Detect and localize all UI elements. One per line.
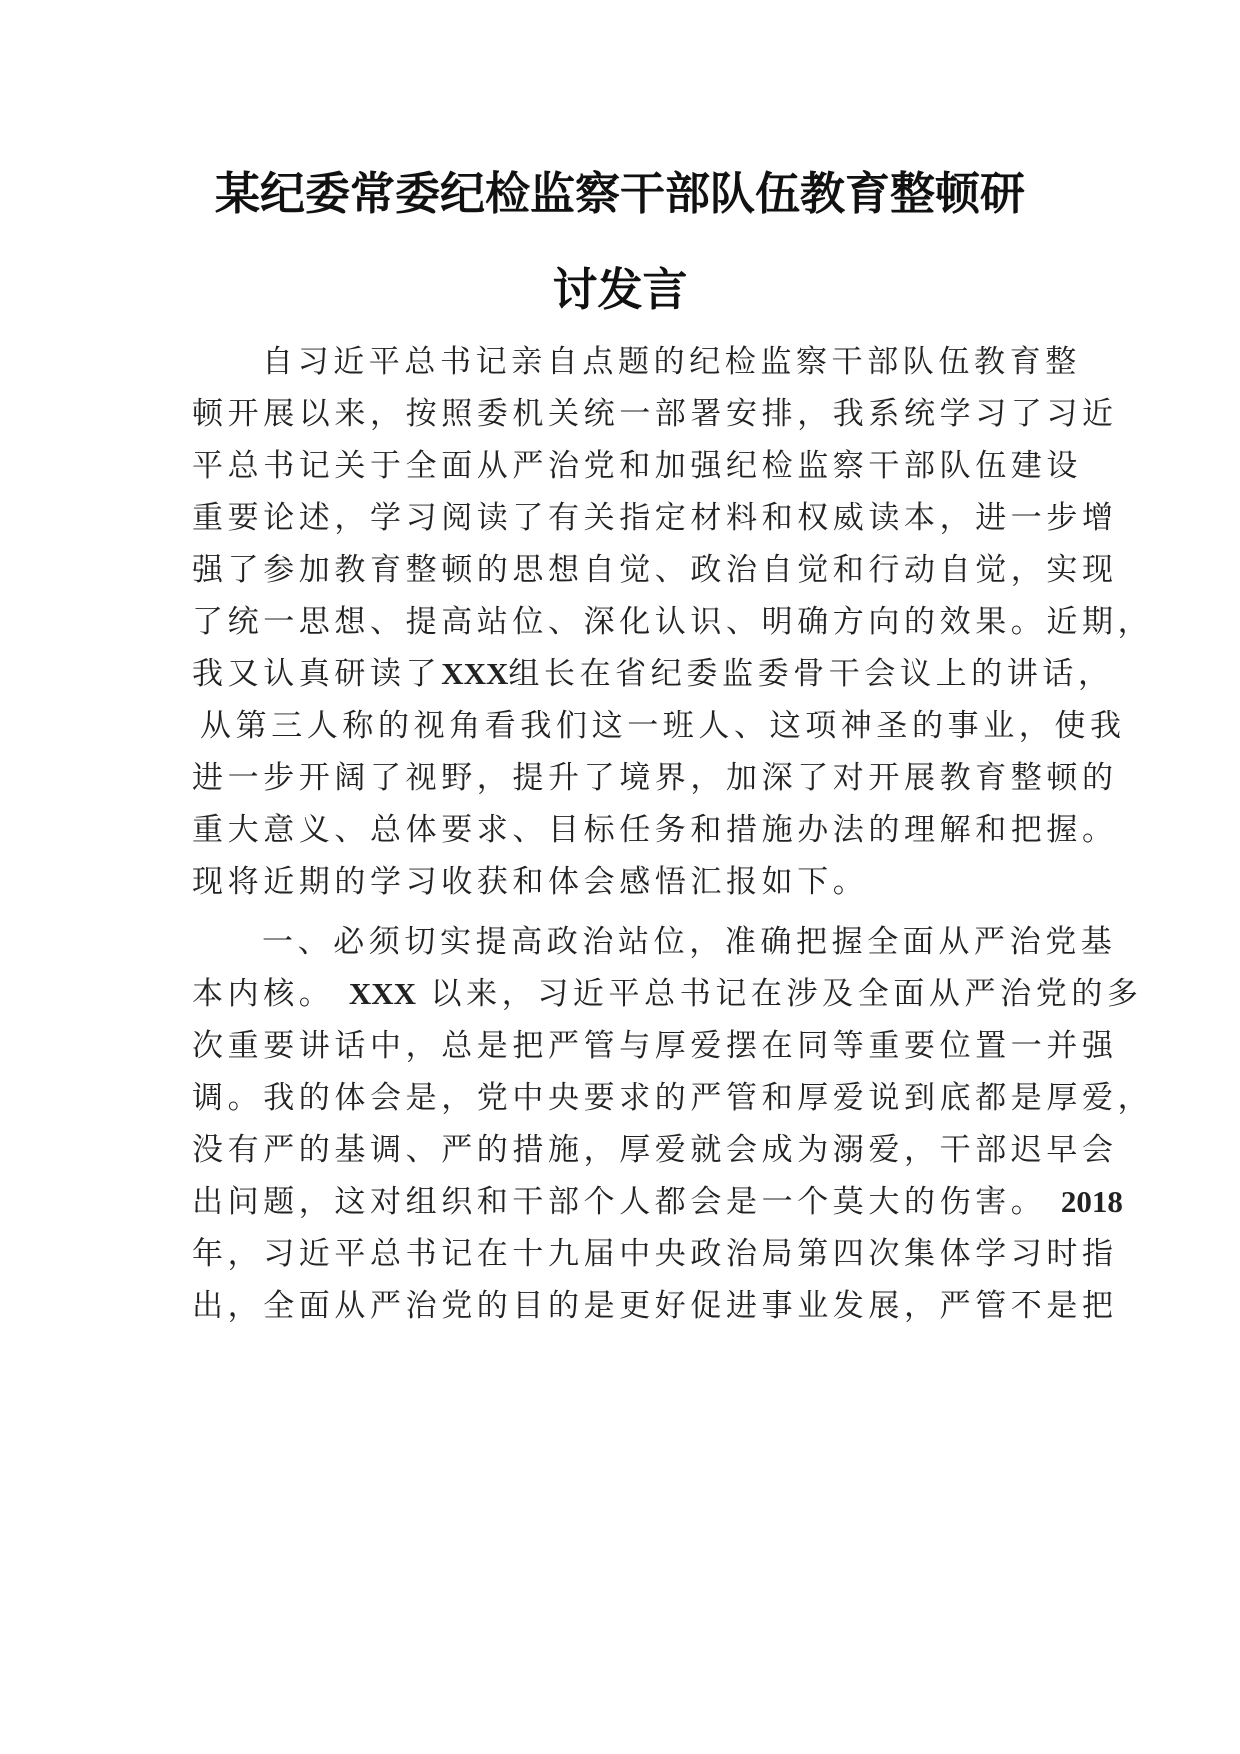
paragraph-1-line-11: 现将近期的学习收获和体会感悟汇报如下。: [192, 864, 869, 900]
bold-placeholder-name: XXX: [441, 656, 509, 691]
paragraph-2-line-5: 没有严的基调、严的措施，厚爱就会成为溺爱，干部迟早会: [192, 1132, 1118, 1168]
paragraph-1-line-7: [192, 652, 1114, 696]
paragraph-2-line-4: 调。我的体会是，党中央要求的严管和厚爱说到底都是厚爱，: [192, 1080, 1154, 1116]
text-segment: 本内核。: [192, 976, 335, 1012]
paragraph-2-line-3: 次重要讲话中，总是把严管与厚爱摆在同等重要位置一并强: [192, 1028, 1118, 1064]
text-segment: 组长在省纪委监委骨干会议上的讲话，: [508, 656, 1114, 692]
bold-year: 2018: [1060, 1184, 1123, 1219]
paragraph-1-line-3: 平总书记关于全面从严治党和加强纪检监察干部队伍建设: [192, 448, 1082, 484]
text-segment: 以来，习近平总书记在涉及全面从严治党的多: [430, 976, 1143, 1012]
paragraph-2-line-8: 出，全面从严治党的目的是更好促进事业发展，严管不是把: [192, 1288, 1118, 1324]
paragraph-2-line-6: [192, 1180, 1123, 1224]
paragraph-1-line-6: 了统一思想、提高站位、深化认识、明确方向的效果。近期，: [192, 604, 1154, 640]
paragraph-1-line-4: 重要论述，学习阅读了有关指定材料和权威读本，进一步增: [192, 500, 1118, 536]
paragraph-2-line-2: [192, 972, 1143, 1016]
document-title-line-1: 某纪委常委纪检监察干部队伍教育整顿研: [214, 167, 1025, 220]
paragraph-1-line-1: 自习近平总书记亲自点题的纪检监察干部队伍教育整: [262, 344, 1081, 380]
paragraph-1-line-9: 进一步开阔了视野，提升了境界，加深了对开展教育整顿的: [192, 760, 1118, 796]
paragraph-2-line-7: 年，习近平总书记在十九届中央政治局第四次集体学习时指: [192, 1236, 1118, 1272]
paragraph-1-line-10: 重大意义、总体要求、目标任务和措施办法的理解和把握。: [192, 812, 1118, 848]
paragraph-1-line-5: 强了参加教育整顿的思想自觉、政治自觉和行动自觉，实现: [192, 552, 1118, 588]
text-segment: 出问题，这对组织和干部个人都会是一个莫大的伤害。: [192, 1184, 1047, 1220]
paragraph-1-line-8: 从第三人称的视角看我们这一班人、这项神圣的事业，使我: [200, 708, 1126, 744]
paragraph-1-line-2: 顿开展以来，按照委机关统一部署安排，我系统学习了习近: [192, 396, 1118, 432]
text-segment: 我又认真研读了: [192, 656, 442, 692]
bold-placeholder-period: XXX: [348, 976, 417, 1011]
document-title-line-2: 讨发言: [552, 263, 688, 316]
paragraph-2-line-1: 一、必须切实提高政治站位，准确把握全面从严治党基: [262, 924, 1117, 960]
